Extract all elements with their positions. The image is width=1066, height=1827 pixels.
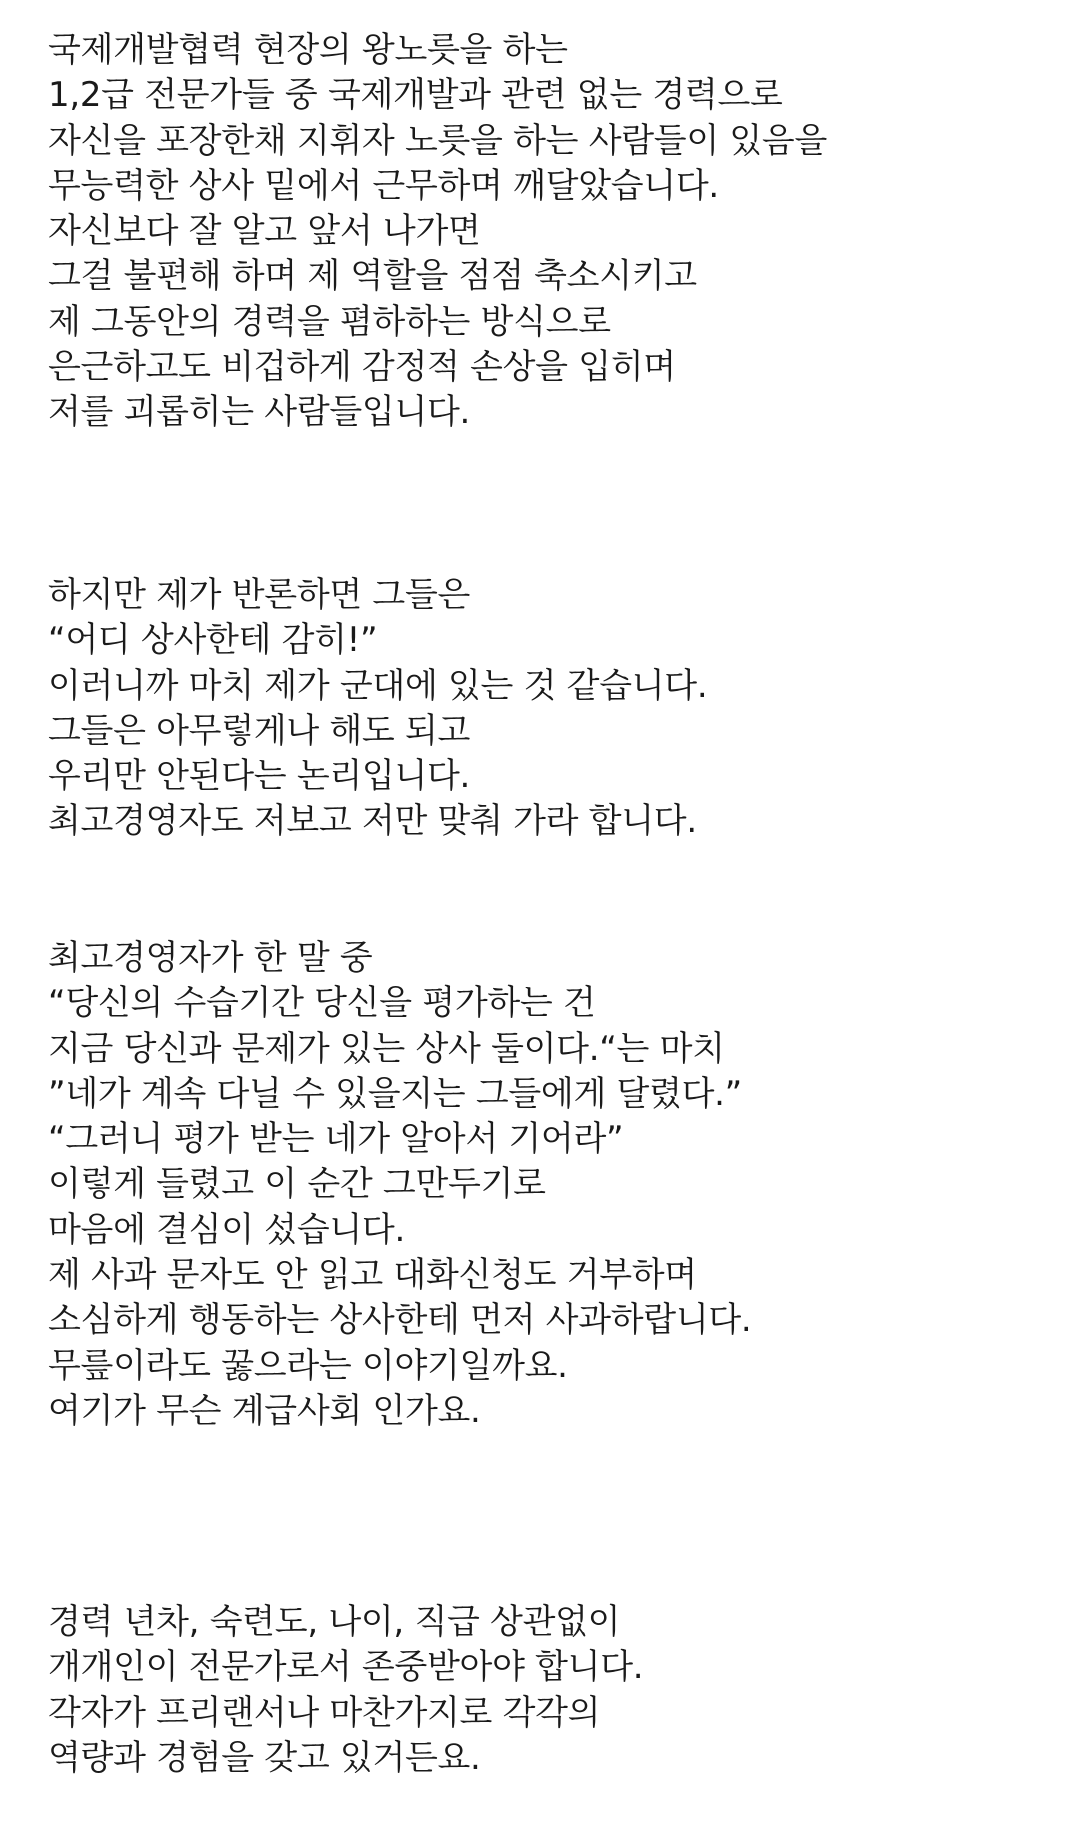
text-line: 지금 당신과 문제가 있는 상사 둘이다.“는 마치 — [48, 1028, 725, 1069]
paragraph-3 — [48, 936, 751, 1434]
text-line: 자신을 포장한채 지휘자 노릇을 하는 사람들이 있음을 — [48, 120, 828, 161]
text-line: 무능력한 상사 밑에서 근무하며 깨달았습니다. — [48, 165, 719, 206]
paragraph-2 — [48, 573, 707, 845]
text-line: 저를 괴롭히는 사람들입니다. — [48, 392, 471, 433]
text-line: 이러니까 마치 제가 군대에 있는 것 같습니다. — [48, 665, 708, 706]
text-line: 그들은 아무렇게나 해도 되고 — [48, 710, 471, 751]
text-line: “당신의 수습기간 당신을 평가하는 건 — [48, 983, 596, 1024]
text-line: 개개인이 전문가로서 존중받아야 합니다. — [48, 1647, 644, 1688]
text-line: 여기가 무슨 계급사회 인가요. — [48, 1390, 481, 1431]
text-line: 자신보다 잘 알고 앞서 나가면 — [48, 211, 481, 252]
text-line: 소심하게 행동하는 상사한테 먼저 사과하랍니다. — [48, 1300, 752, 1341]
text-line: 마음에 결심이 섰습니다. — [48, 1209, 405, 1250]
text-line: 그걸 불편해 하며 제 역할을 점점 축소시키고 — [48, 256, 697, 297]
text-line: 제 사과 문자도 안 읽고 대화신청도 거부하며 — [48, 1255, 697, 1296]
text-line: 은근하고도 비겁하게 감정적 손상을 입히며 — [48, 347, 676, 388]
text-line: 이렇게 들렸고 이 순간 그만두기로 — [48, 1164, 546, 1205]
text-line: 1,2급 전문가들 중 국제개발과 관련 없는 경력으로 — [48, 75, 783, 116]
text-line: 국제개발협력 현장의 왕노릇을 하는 — [48, 30, 568, 70]
text-line: 우리만 안된다는 논리입니다. — [48, 756, 471, 797]
text-line: 제 그동안의 경력을 폄하하는 방식으로 — [48, 301, 611, 342]
text-line: 무릎이라도 꿇으라는 이야기일까요. — [48, 1345, 568, 1386]
text-line: 최고경영자도 저보고 저만 맞춰 가라 합니다. — [48, 801, 697, 842]
text-line: 하지만 제가 반론하면 그들은 — [48, 575, 471, 615]
text-line: 각자가 프리랜서나 마찬가지로 각각의 — [48, 1692, 601, 1733]
text-line: 경력 년차, 숙련도, 나이, 직급 상관없이 — [48, 1602, 621, 1642]
text-line: ”네가 계속 다닐 수 있을지는 그들에게 달렸다.” — [48, 1073, 742, 1114]
paragraph-4 — [48, 1600, 643, 1781]
text-line: 역량과 경험을 갖고 있거든요. — [48, 1737, 481, 1778]
text-line: 최고경영자가 한 말 중 — [48, 938, 373, 978]
paragraph-1 — [48, 28, 827, 436]
text-line: “그러니 평가 받는 네가 알아서 기어라” — [48, 1119, 624, 1160]
text-line: “어디 상사한테 감히!” — [48, 620, 378, 661]
